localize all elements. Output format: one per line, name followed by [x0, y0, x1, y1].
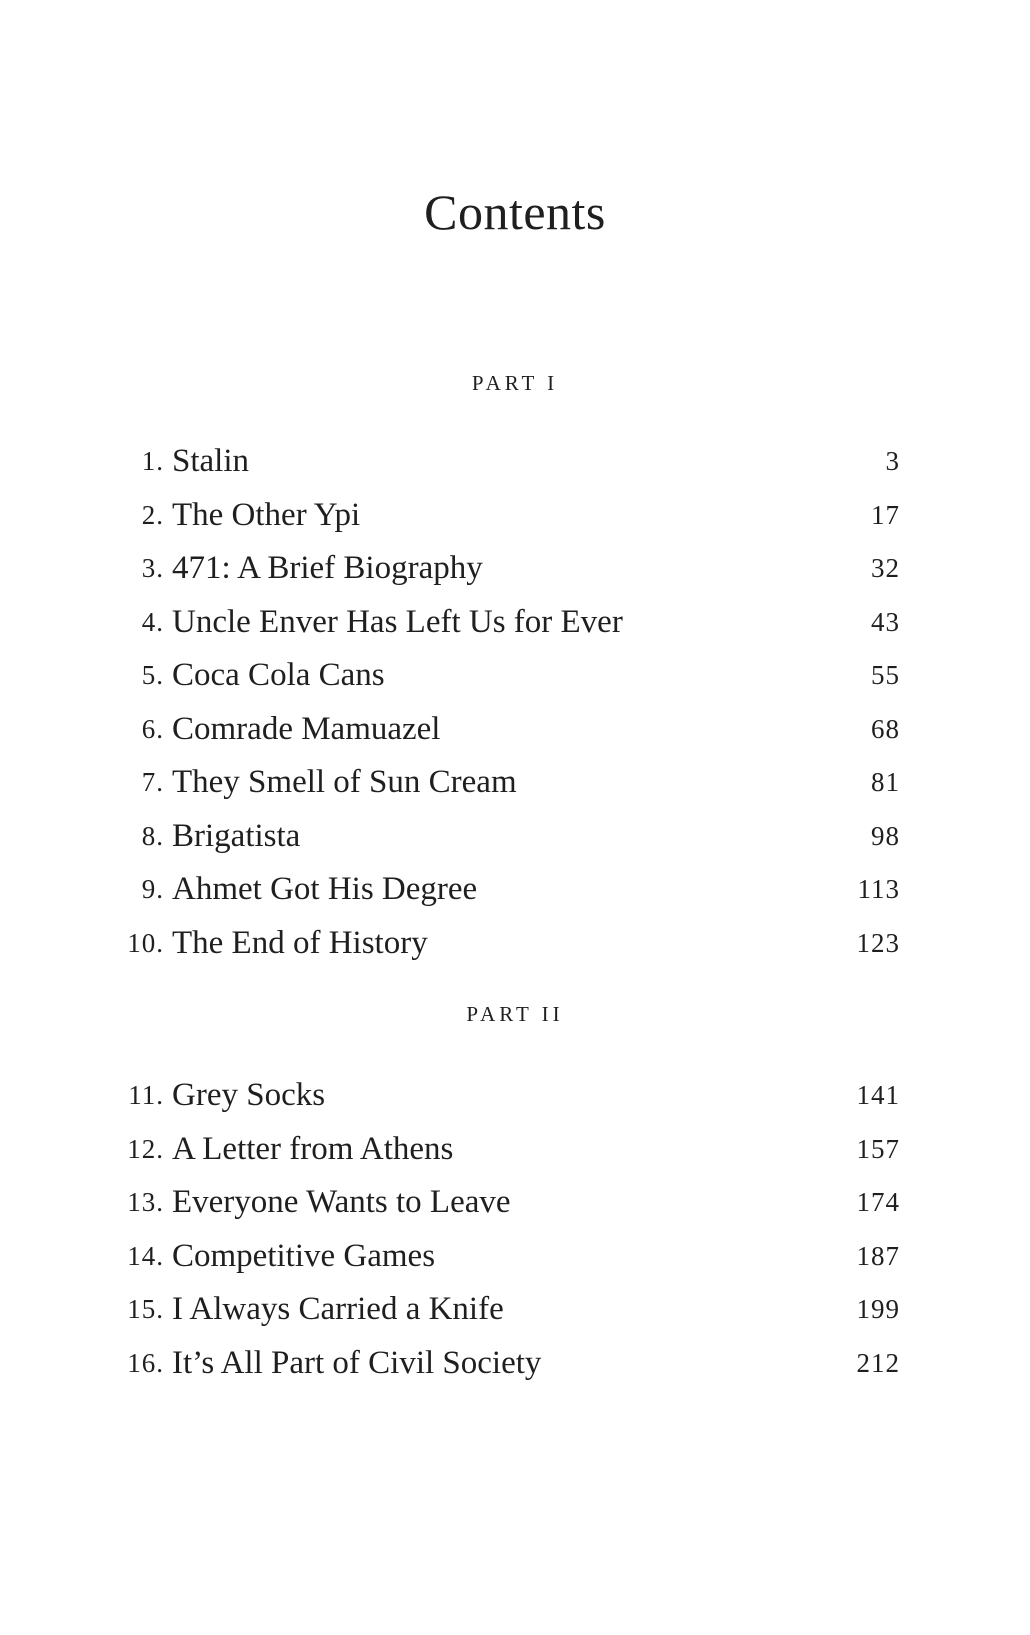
toc-entry — [110, 655, 900, 709]
page-number: 55 — [871, 660, 900, 690]
toc-entry — [110, 1236, 900, 1290]
chapter-number: 9. — [141, 874, 164, 904]
page-number: 17 — [871, 499, 900, 530]
chapter-title: Everyone Wants to Leave — [172, 1184, 511, 1220]
chapter-title: It’s All Part of Civil Society — [172, 1344, 542, 1381]
chapter-title: Stalin — [172, 443, 250, 479]
part-heading: PART I — [471, 371, 559, 395]
toc-entry — [110, 548, 900, 602]
page-number: 199 — [856, 1294, 900, 1324]
chapter-number: 3. — [141, 553, 164, 583]
toc-entry — [110, 1289, 900, 1343]
toc-entry — [110, 602, 900, 656]
toc-list-part-1 — [110, 441, 900, 976]
chapter-title: I Always Carried a Knife — [172, 1291, 504, 1327]
chapter-title: Uncle Enver Has Left Us for Ever — [172, 603, 623, 640]
part-heading: PART II — [466, 1002, 564, 1026]
page-number: 157 — [856, 1133, 900, 1164]
page-number: 81 — [871, 767, 900, 797]
chapter-number: 13. — [127, 1187, 164, 1217]
toc-entry — [110, 441, 900, 495]
chapter-title: 471: A Brief Biography — [172, 550, 483, 586]
page-number: 68 — [871, 713, 900, 744]
toc-entry — [110, 816, 900, 870]
chapter-title: The End of History — [172, 924, 428, 961]
toc-entry — [110, 709, 900, 763]
toc-entry — [110, 495, 900, 549]
page-number: 98 — [871, 820, 900, 851]
page-number: 212 — [856, 1347, 900, 1378]
toc-entry — [110, 1343, 900, 1397]
chapter-number: 15. — [127, 1294, 164, 1324]
chapter-title: Competitive Games — [172, 1237, 436, 1274]
chapter-number: 14. — [127, 1240, 164, 1271]
chapter-title: Brigatista — [172, 817, 301, 854]
toc-entry — [110, 923, 900, 977]
chapter-number: 7. — [141, 767, 164, 797]
chapter-title: A Letter from Athens — [172, 1130, 454, 1167]
page-number: 174 — [856, 1187, 900, 1217]
page-number: 113 — [857, 874, 900, 904]
toc-entry — [110, 869, 900, 923]
chapter-number: 5. — [141, 660, 164, 690]
page-number: 123 — [856, 927, 900, 958]
chapter-title: They Smell of Sun Cream — [172, 764, 517, 800]
chapter-title: Grey Socks — [172, 1077, 326, 1113]
page-number: 32 — [871, 553, 900, 583]
chapter-number: 2. — [141, 499, 164, 530]
toc-entry — [110, 1129, 900, 1183]
toc-entry — [110, 762, 900, 816]
toc-entry — [110, 1182, 900, 1236]
chapter-number: 4. — [141, 606, 164, 637]
chapter-number: 8. — [141, 820, 164, 851]
toc-entry — [110, 1075, 900, 1129]
chapter-number: 16. — [127, 1347, 164, 1378]
toc-list-part-2 — [110, 1075, 900, 1396]
page-title: Contents — [424, 184, 606, 240]
chapter-title: Coca Cola Cans — [172, 657, 385, 693]
chapter-title: Comrade Mamuazel — [172, 710, 441, 747]
page-number: 3 — [885, 446, 900, 476]
page-number: 141 — [856, 1080, 900, 1110]
chapter-title: The Other Ypi — [172, 496, 361, 533]
chapter-number: 12. — [127, 1133, 164, 1164]
chapter-number: 11. — [128, 1080, 164, 1110]
chapter-number: 10. — [127, 927, 164, 958]
chapter-number: 6. — [141, 713, 164, 744]
chapter-number: 1. — [141, 446, 164, 476]
page-number: 187 — [856, 1240, 900, 1271]
page-number: 43 — [871, 606, 900, 637]
chapter-title: Ahmet Got His Degree — [172, 871, 478, 907]
